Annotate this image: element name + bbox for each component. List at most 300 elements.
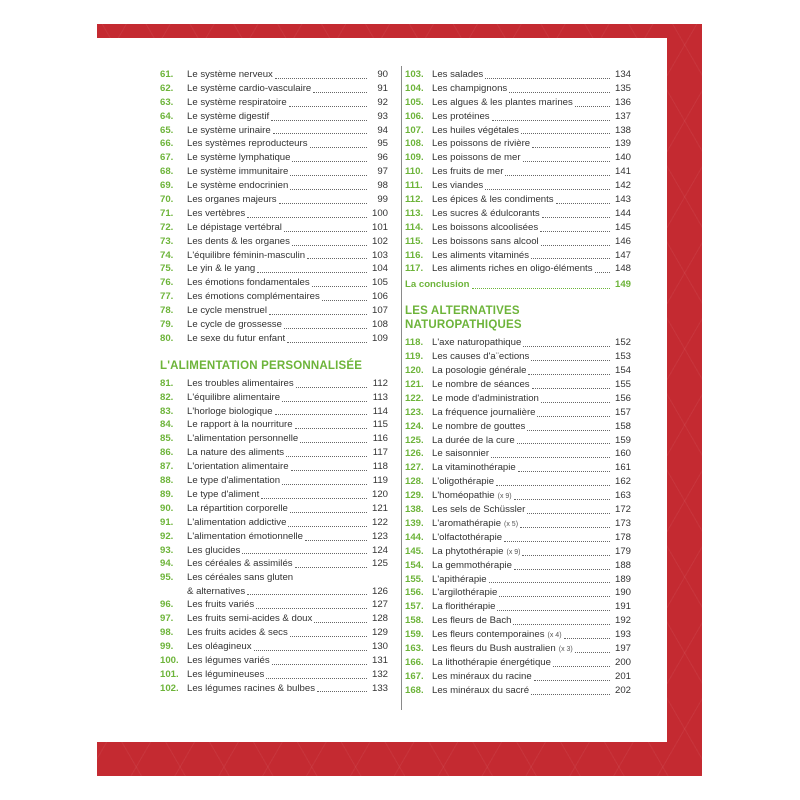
dot-leader: [289, 105, 367, 107]
toc-entry[interactable]: [405, 656, 631, 670]
entry-number: 126.: [405, 448, 424, 460]
entry-page-number: 100: [371, 207, 388, 219]
entry-number: 77.: [160, 291, 174, 303]
dot-leader: [261, 497, 367, 499]
toc-entry[interactable]: [160, 446, 388, 460]
toc-entry[interactable]: [160, 332, 388, 346]
toc-entry[interactable]: [160, 488, 388, 502]
entry-title: La gemmothérapie: [432, 559, 512, 571]
entry-title: La fréquence journalière: [432, 406, 536, 418]
toc-entry[interactable]: [160, 626, 388, 640]
entry-title: La vitaminothérapie: [432, 462, 516, 474]
toc-entry[interactable]: [160, 124, 388, 138]
entry-number: 87.: [160, 461, 174, 473]
toc-entry[interactable]: [160, 304, 388, 318]
toc-entry[interactable]: [160, 110, 388, 124]
entry-number: 155.: [405, 573, 424, 585]
entry-number: 138.: [405, 504, 424, 516]
entry-page-number: 95: [377, 138, 388, 150]
entry-count: (x 3): [558, 645, 573, 653]
dot-leader: [534, 679, 610, 681]
entry-page-number: 133: [371, 682, 388, 694]
entry-title: Le type d'aliment: [187, 488, 260, 500]
entry-number: 96.: [160, 599, 174, 611]
entry-page-number: 134: [614, 69, 631, 80]
entry-number: 64.: [160, 110, 174, 122]
entry-page-number: 159: [614, 434, 631, 446]
entry-number: 90.: [160, 502, 174, 514]
toc-entry[interactable]: [405, 628, 631, 642]
entry-number: 110.: [405, 166, 424, 178]
entry-number: 81.: [160, 377, 174, 389]
entry-page-number: 163: [614, 490, 631, 502]
entry-page-number: 123: [371, 530, 388, 542]
toc-entry[interactable]: [405, 221, 631, 235]
entry-number: 139.: [405, 517, 424, 529]
entry-title: Les sucres & édulcorants: [432, 207, 540, 219]
dot-leader: [532, 387, 610, 389]
entry-page-number: 118: [372, 461, 388, 473]
entry-title: La nature des aliments: [187, 447, 285, 459]
entry-page-number: 129: [371, 626, 388, 638]
entry-number: 159.: [405, 629, 424, 641]
entry-page-number: 158: [614, 420, 631, 432]
entry-count: (x 9): [506, 548, 521, 556]
toc-entry[interactable]: [405, 350, 631, 364]
entry-number: 75.: [160, 263, 174, 275]
entry-page-number: 119: [372, 475, 388, 487]
toc-entry[interactable]: [160, 193, 388, 207]
entry-number: 98.: [160, 626, 174, 638]
entry-title: Le système respiratoire: [187, 96, 287, 108]
toc-entry[interactable]: [160, 682, 388, 696]
entry-number: 158.: [405, 615, 424, 627]
entry-number: 97.: [160, 613, 174, 625]
dot-leader: [542, 216, 610, 218]
toc-entry[interactable]: [405, 82, 631, 96]
entry-title: Les fleurs contemporaines: [432, 629, 545, 641]
entry-page-number: 99: [377, 194, 388, 206]
toc-entry[interactable]: [160, 391, 388, 405]
entry-page-number: 101: [371, 221, 388, 233]
entry-title: Les céréales & assimilés: [187, 558, 293, 570]
toc-entry[interactable]: [160, 68, 388, 82]
entry-page-number: 126: [371, 586, 388, 598]
entry-page-number: 193: [614, 629, 631, 641]
toc-entry[interactable]: [405, 406, 631, 420]
dot-leader: [523, 160, 610, 162]
entry-page-number: 172: [614, 504, 631, 516]
toc-entry[interactable]: [405, 137, 631, 151]
dot-leader: [300, 441, 367, 443]
entry-title: La posologie générale: [432, 365, 527, 377]
dot-leader: [528, 373, 610, 375]
toc-entry[interactable]: [405, 96, 631, 110]
toc-entry[interactable]: [160, 290, 388, 304]
dot-leader: [273, 132, 367, 134]
toc-entry[interactable]: [160, 544, 388, 558]
toc-entry[interactable]: [160, 318, 388, 332]
entry-number: 73.: [160, 235, 174, 247]
dot-leader: [279, 202, 367, 204]
toc-entry[interactable]: [160, 207, 388, 221]
entry-title: Le système endocrinien: [187, 180, 289, 192]
toc-entry[interactable]: [405, 461, 631, 475]
toc-entry[interactable]: [405, 489, 631, 503]
entry-title: L'olfactothérapie: [432, 531, 503, 543]
dot-leader: [553, 665, 610, 667]
toc-entry[interactable]: [405, 110, 631, 124]
conclusion-entry[interactable]: [405, 277, 631, 292]
dot-leader: [254, 649, 367, 651]
entry-title: Les émotions complémentaires: [187, 291, 320, 303]
entry-page-number: 96: [377, 152, 388, 164]
entry-number: 82.: [160, 391, 174, 403]
toc-entry[interactable]: [405, 249, 631, 263]
entry-number: 101.: [160, 668, 179, 680]
column-divider: [401, 66, 402, 710]
entry-title: L'aromathérapie: [432, 517, 502, 529]
toc-entry-continuation[interactable]: [160, 585, 388, 598]
entry-number: 85.: [160, 433, 174, 445]
toc-entry[interactable]: [405, 600, 631, 614]
entry-title: La durée de la cure: [432, 434, 515, 446]
entry-count: (x 5): [504, 520, 519, 528]
toc-entry[interactable]: [405, 545, 631, 559]
entry-page-number: 130: [371, 640, 388, 652]
toc-entry[interactable]: [160, 221, 388, 235]
entry-number: 167.: [405, 670, 424, 682]
dot-leader: [514, 568, 610, 570]
toc-entry[interactable]: [405, 517, 631, 531]
entry-number: 86.: [160, 447, 174, 459]
dot-leader: [541, 244, 610, 246]
toc-entry[interactable]: [160, 668, 388, 682]
entry-page-number: 98: [377, 180, 388, 192]
entry-number: 70.: [160, 194, 174, 206]
entry-number: 74.: [160, 249, 174, 261]
entry-number: 91.: [160, 516, 174, 528]
entry-title: Les fruits de mer: [432, 166, 504, 178]
toc-entry[interactable]: [405, 614, 631, 628]
entry-title: Les vertèbres: [187, 207, 246, 219]
toc-entry[interactable]: [160, 571, 388, 585]
toc-entry[interactable]: [160, 598, 388, 612]
toc-entry[interactable]: [405, 475, 631, 489]
toc-entry[interactable]: [160, 377, 388, 391]
entry-title: Le nombre de séances: [432, 379, 530, 391]
entry-title: Les boissons alcoolisées: [432, 221, 539, 233]
entry-title: Le cycle de grossesse: [187, 319, 282, 331]
toc-entry[interactable]: [405, 420, 631, 434]
entry-title: Les fruits semi-acides & doux: [187, 613, 313, 625]
toc-entry[interactable]: [160, 235, 388, 249]
entry-page-number: 202: [614, 684, 631, 696]
entry-page-number: 105: [371, 277, 388, 289]
toc-entry[interactable]: [405, 336, 631, 350]
entry-number: 66.: [160, 138, 174, 150]
entry-title: Le type d'alimentation: [187, 475, 281, 487]
toc-entry[interactable]: [160, 405, 388, 419]
dot-leader: [295, 427, 367, 429]
dot-leader: [513, 623, 610, 625]
dot-leader: [523, 345, 610, 347]
toc-entry[interactable]: [160, 82, 388, 96]
entry-page-number: 192: [614, 615, 631, 627]
entry-title: Les légumes racines & bulbes: [187, 682, 315, 694]
dot-leader: [313, 91, 367, 93]
entry-title: Le rapport à la nourriture: [187, 419, 293, 431]
toc-entry[interactable]: [160, 151, 388, 165]
entry-title: Les aliments riches en oligo-éléments: [432, 263, 593, 275]
dot-leader: [271, 119, 367, 121]
entry-title: Les céréales sans gluten: [187, 572, 294, 584]
entry-number: 163.: [405, 642, 424, 654]
entry-number: 144.: [405, 531, 424, 543]
toc-entry[interactable]: [160, 530, 388, 544]
toc-entry[interactable]: [405, 670, 631, 684]
entry-page-number: 153: [614, 351, 631, 363]
entry-page-number: 125: [371, 558, 388, 570]
entry-list-food-groups: [160, 598, 388, 695]
entry-number: 112.: [405, 194, 424, 206]
entry-page-number: 200: [614, 656, 631, 668]
toc-entry[interactable]: [160, 516, 388, 530]
toc-entry[interactable]: [160, 502, 388, 516]
entry-number: 68.: [160, 166, 174, 178]
dot-leader: [282, 400, 367, 402]
dot-leader: [531, 359, 610, 361]
section-title-alternatives: [405, 304, 631, 332]
toc-entry[interactable]: [405, 378, 631, 392]
entry-page-number: 104: [371, 263, 388, 275]
entry-title: Les protéines: [432, 110, 490, 122]
entry-page-number: 93: [377, 110, 388, 122]
entry-title: Les épices & les condiments: [432, 194, 554, 206]
toc-entry[interactable]: [405, 503, 631, 517]
entry-page-number: 135: [614, 82, 631, 94]
entry-title: La répartition corporelle: [187, 502, 288, 514]
entry-page-number: 142: [614, 180, 631, 192]
entry-page-number: 90: [377, 69, 388, 80]
entry-title: La phytothérapie: [432, 545, 504, 557]
entry-number: 123.: [405, 406, 424, 418]
entry-number: 145.: [405, 545, 424, 557]
dot-leader: [256, 607, 367, 609]
dot-leader: [575, 105, 610, 107]
toc-entry[interactable]: [160, 654, 388, 668]
entry-number: 78.: [160, 305, 174, 317]
entry-number: 79.: [160, 319, 174, 331]
dot-leader: [532, 146, 610, 148]
dot-leader: [290, 174, 367, 176]
toc-entry[interactable]: [405, 531, 631, 545]
entry-title: Le système immunitaire: [187, 166, 289, 178]
entry-number: 105.: [405, 96, 424, 108]
dot-leader: [518, 470, 610, 472]
dot-leader: [540, 230, 610, 232]
entry-title: L'oligothérapie: [432, 476, 495, 488]
dot-leader: [505, 174, 610, 176]
entry-title: L'apithérapie: [432, 573, 487, 585]
entry-page-number: 115: [372, 419, 388, 431]
entry-title: L'alimentation émotionnelle: [187, 530, 303, 542]
entry-page-number: 97: [377, 166, 388, 178]
dot-leader: [290, 635, 367, 637]
entry-page-number: 137: [614, 110, 631, 122]
toc-entry[interactable]: [160, 612, 388, 626]
dot-leader: [247, 216, 367, 218]
entry-page-number: 120: [371, 488, 388, 500]
entry-number: 109.: [405, 152, 424, 164]
dot-leader: [284, 327, 367, 329]
dot-leader: [257, 271, 367, 273]
toc-entry[interactable]: [405, 364, 631, 378]
dot-leader: [541, 401, 610, 403]
toc-entry[interactable]: [405, 684, 631, 698]
toc-entry[interactable]: [405, 165, 631, 179]
entry-page-number: 146: [614, 235, 631, 247]
toc-entry[interactable]: [405, 262, 631, 276]
entry-page-number: 160: [614, 448, 631, 460]
dot-leader: [556, 202, 610, 204]
dot-leader: [317, 690, 367, 692]
entry-number: 72.: [160, 221, 174, 233]
toc-entry[interactable]: [160, 432, 388, 446]
entry-title: Les systèmes reproducteurs: [187, 138, 308, 150]
toc-entry[interactable]: [405, 559, 631, 573]
dot-leader: [496, 484, 610, 486]
toc-entry[interactable]: [160, 474, 388, 488]
entry-number: 65.: [160, 124, 174, 136]
toc-entry[interactable]: [160, 418, 388, 432]
toc-entry[interactable]: [405, 573, 631, 587]
toc-entry[interactable]: [405, 68, 631, 82]
toc-entry[interactable]: [160, 262, 388, 276]
entry-page-number: 102: [371, 235, 388, 247]
section-title-line-1: LES ALTERNATIVES: [405, 305, 520, 318]
entry-number: 94.: [160, 558, 174, 570]
toc-entry[interactable]: [160, 165, 388, 179]
toc-entry[interactable]: [160, 460, 388, 474]
entry-page-number: 122: [371, 516, 388, 528]
entry-list-alternatives: [405, 336, 631, 697]
toc-entry[interactable]: [405, 179, 631, 193]
toc-entry[interactable]: [405, 434, 631, 448]
dot-leader: [492, 119, 610, 121]
dot-leader: [247, 593, 367, 595]
entry-number: 111.: [405, 180, 423, 192]
entry-page-number: 197: [614, 642, 631, 654]
entry-page-number: 188: [614, 559, 631, 571]
entry-title: Les fleurs du Bush australien: [432, 642, 556, 654]
toc-entry[interactable]: [160, 249, 388, 263]
dot-leader: [314, 621, 367, 623]
entry-title: Le saisonnier: [432, 448, 490, 460]
dot-leader: [307, 257, 367, 259]
toc-entry[interactable]: [160, 276, 388, 290]
dot-leader: [531, 257, 610, 259]
dot-leader: [497, 609, 610, 611]
entry-number: 95.: [160, 572, 174, 584]
toc-entry[interactable]: [160, 640, 388, 654]
dot-leader: [288, 525, 367, 527]
toc-entry[interactable]: [405, 235, 631, 249]
entry-title: L'alimentation addictive: [187, 516, 287, 528]
entry-title: Le cycle menstruel: [187, 305, 267, 317]
toc-entry[interactable]: [405, 151, 631, 165]
entry-number: 92.: [160, 530, 174, 542]
entry-page-number: 103: [371, 249, 388, 261]
entry-title: L'axe naturopathique: [432, 337, 522, 349]
entry-number: 157.: [405, 601, 424, 613]
toc-entry[interactable]: [405, 124, 631, 138]
entry-number: 93.: [160, 544, 174, 556]
entry-number: 84.: [160, 419, 174, 431]
entry-number: 69.: [160, 180, 174, 192]
toc-entry[interactable]: [405, 642, 631, 656]
entry-number: 166.: [405, 656, 424, 668]
entry-page-number: 148: [614, 263, 631, 275]
entry-title: Le nombre de gouttes: [432, 420, 526, 432]
entry-number: 120.: [405, 365, 424, 377]
entry-number: 156.: [405, 587, 424, 599]
entry-page-number: 128: [371, 613, 388, 625]
entry-title: Le mode d'administration: [432, 392, 539, 404]
entry-title: Le yin & le yang: [187, 263, 256, 275]
toc-entry[interactable]: [405, 586, 631, 600]
entry-page-number: 157: [614, 406, 631, 418]
toc-entry[interactable]: [160, 96, 388, 110]
toc-entry[interactable]: [405, 193, 631, 207]
entry-number: 67.: [160, 152, 174, 164]
toc-entry[interactable]: [160, 179, 388, 193]
entry-number: 129.: [405, 490, 424, 502]
entry-page-number: 109: [371, 332, 388, 344]
toc-entry[interactable]: [160, 137, 388, 151]
toc-entry[interactable]: [405, 207, 631, 221]
entry-page-number: 117: [372, 447, 388, 459]
toc-entry[interactable]: [405, 447, 631, 461]
entry-number: 104.: [405, 82, 424, 94]
entry-number: 89.: [160, 488, 174, 500]
toc-entry[interactable]: [160, 557, 388, 571]
entry-page-number: 124: [371, 544, 388, 556]
dot-leader: [266, 677, 367, 679]
entry-page-number: 145: [614, 221, 631, 233]
dot-leader: [284, 230, 367, 232]
entry-number: 115.: [405, 235, 424, 247]
entry-title: Les fruits variés: [187, 599, 255, 611]
entry-page-number: 141: [614, 166, 631, 178]
entry-title: Les boissons sans alcool: [432, 235, 539, 247]
entry-title: Les aliments vitaminés: [432, 249, 530, 261]
dot-leader: [291, 469, 367, 471]
entry-number: 80.: [160, 332, 174, 344]
entry-title: L'homéopathie: [432, 490, 495, 502]
entry-title: Les minéraux du racine: [432, 670, 532, 682]
entry-number: 83.: [160, 405, 174, 417]
dot-leader: [521, 132, 610, 134]
right-column: [405, 68, 631, 698]
entry-title: Le système digestif: [187, 110, 270, 122]
dot-leader: [595, 271, 610, 273]
dot-leader: [286, 455, 367, 457]
toc-entry[interactable]: [405, 392, 631, 406]
entry-title: Les fruits acides & secs: [187, 626, 288, 638]
dot-leader: [305, 539, 367, 541]
entry-title: Les glucides: [187, 544, 241, 556]
